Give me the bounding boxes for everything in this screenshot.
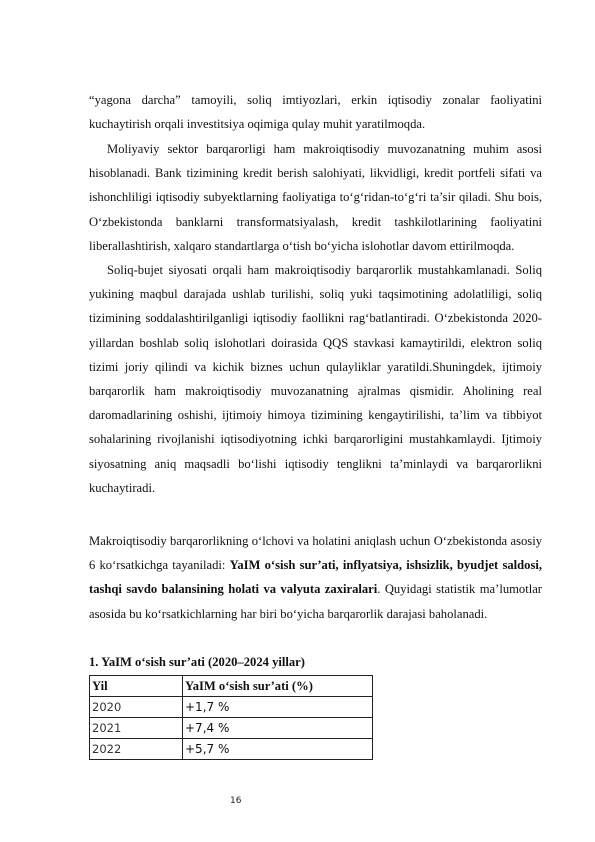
table-cell-growth: +1,7 % (183, 697, 373, 718)
table-row (90, 718, 373, 739)
page-number: 16 (230, 796, 242, 806)
table-row (90, 697, 373, 718)
table-header-row (90, 676, 373, 697)
indicators-intro-text: Makroiqtisodiy barqarorlikning o‘lchovi va holatini aniqlash uchun O‘zbekistonda asosiy 6 ko‘rsatkichga tayaniladi: (89, 534, 542, 573)
table-cell-year: 2021 (90, 718, 183, 739)
paragraph-financial-sector: Moliyaviy sektor barqarorligi ham makroiqtisodiy muvozanatning muhim asosi hisoblanadi. Bank tizimining kredit berish salohiyati, likvidligi, kredit portfeli sifati va ishonchliligi iqtisodiy subyektlarning faoliyatiga to‘g‘ridan-to‘g‘ri ta’sir qiladi. Shu bois, O‘zbekistonda banklarni transformatsiyalash, kredit tashkilotlarining faoliyatini liberallashtirish, xalqaro standartlarga o‘tish bo‘yicha islohotlar davom ettirilmoqda. (89, 142, 542, 253)
paragraph-tax-budget-policy: Soliq-bujet siyosati orqali ham makroiqtisodiy barqarorlik mustahkamlanadi. Soliq yukining maqbul darajada ushlab turilishi, soliq yuki taqsimotining adolatliligi, soliq tizimining soddalashtirilganligi iqtisodiy faollikni rag‘batlantiradi. O‘zbekistonda 2020-yillardan boshlab soliq islohotlari doirasida QQS stavkasi kamaytirildi, elektron soliq tizimi joriy qilindi va kichik biznes uchun qulayliklar yaratildi.Shuningdek, ijtimoiy barqarorlik ham makroiqtisodiy muvozanatning ajralmas qismidir. Aholining real daromadlarining oshishi, ijtimoiy himoya tizimining kengaytirilishi, ta’lim va tibbiyot sohalarining rivojlanishi iqtisodiyotning ichki barqarorligini mustahkamlaydi. Ijtimoiy siyosatning aniq maqsadli bo‘lishi iqtisodiy tenglikni ta’minlaydi va barqarorlikni kuchaytiradi. (89, 263, 542, 495)
table-header-year: Yil (90, 676, 183, 697)
section-heading-gdp-growth: 1. YaIM o‘sish sur’ati (2020–2024 yillar) (89, 655, 305, 669)
table-cell-growth: +7,4 % (183, 718, 373, 739)
paragraph-indicators (89, 529, 542, 626)
table-row (90, 739, 373, 760)
paragraph-continuation: “yagona darcha” tamoyili, soliq imtiyozlari, erkin iqtisodiy zonalar faoliyatini kuchaytirish orqali investitsiya oqimiga qulay muhit yaratilmoqda. (89, 93, 542, 132)
gdp-growth-table (89, 675, 373, 760)
table-cell-growth: +5,7 % (183, 739, 373, 760)
indicators-bold-list: YaIM o‘sish sur’ati, inflyatsiya, ishsizlik, byudjet saldosi, tashqi savdo balansining holati va valyuta zaxiralari (89, 558, 543, 597)
table-header-gdp-growth: YaIM o‘sish sur’ati (%) (183, 676, 373, 697)
table-cell-year: 2020 (90, 697, 183, 718)
indicators-outro-text: . Quyidagi statistik ma’lumotlar asosida bu ko‘rsatkichlarning har biri bo‘yicha barqarorlik darajasi baholanadi. (89, 582, 542, 621)
table-cell-year: 2022 (90, 739, 183, 760)
